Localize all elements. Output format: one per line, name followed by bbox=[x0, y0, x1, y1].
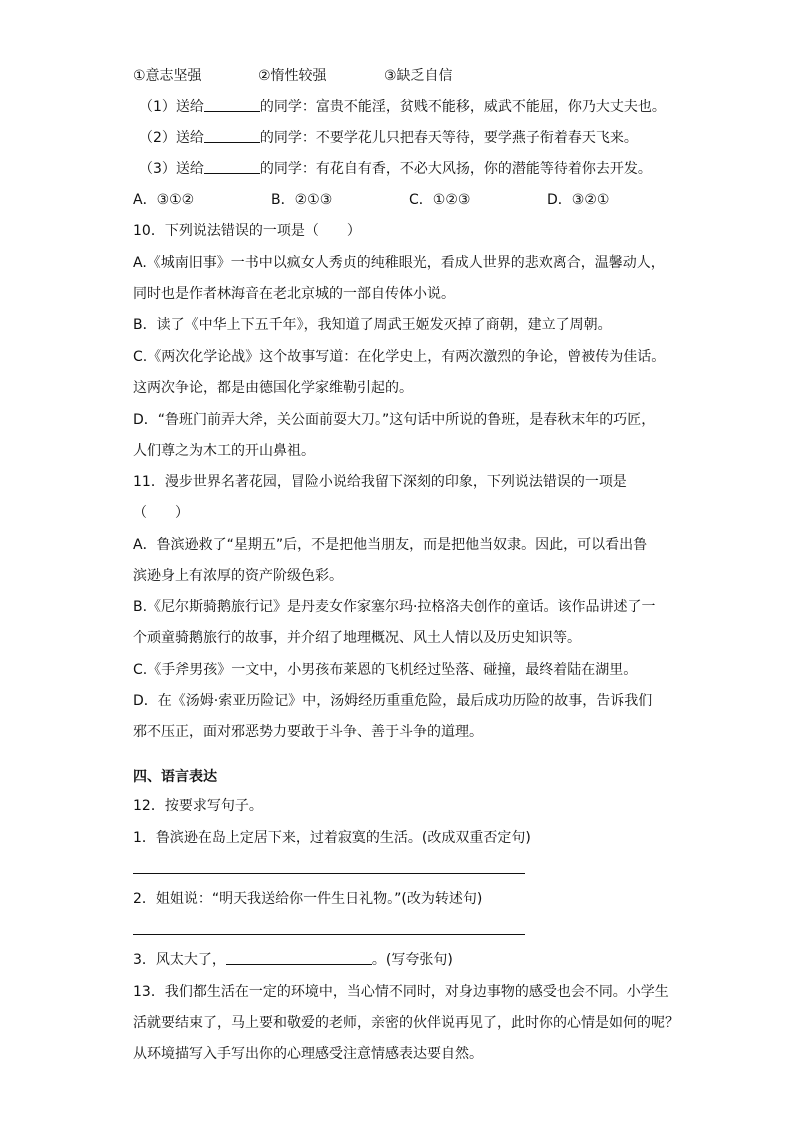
trait-2: ②惰性较强 bbox=[258, 68, 327, 84]
q12-sentence-2: 2．姐姐说：“明天我送给你一件生日礼物。”(改为转述句) bbox=[133, 891, 483, 907]
q10-option-b: B．读了《中华上下五千年》，我知道了周武王姬发灭掉了商朝，建立了周朝。 bbox=[133, 317, 612, 333]
q9-item-2 bbox=[139, 128, 638, 148]
q10-option-a-line1: A.《城南旧事》一书中以疯女人秀贞的纯稚眼光，看成人世界的悲欢离合，温馨动人， bbox=[133, 255, 665, 271]
q13-line2: 活就要结束了，马上要和敬爱的老师，亲密的伙伴说再见了，此时你的心情是如何的呢？ bbox=[133, 1015, 679, 1031]
choice-b[interactable]: B．②①③ bbox=[271, 192, 333, 208]
choice-c[interactable]: C．①②③ bbox=[409, 192, 471, 208]
trait-options bbox=[133, 66, 453, 86]
sentence-prefix: 3．风太大了， bbox=[133, 952, 226, 968]
q11-stem-line1: 11．漫步世界名著花园，冒险小说给我留下深刻的印象，下列说法错误的一项是 bbox=[133, 474, 627, 490]
q12-stem: 12．按要求写句子。 bbox=[133, 798, 263, 814]
item-text: 的同学：有花自有香，不必大风扬，你的潜能等待着你去开发。 bbox=[259, 161, 652, 177]
answer-blank[interactable] bbox=[204, 159, 260, 174]
q9-item-1 bbox=[139, 97, 666, 117]
item-prefix: （3）送给 bbox=[139, 161, 204, 177]
q11-option-d-line1: D．在《汤姆·索亚历险记》中，汤姆经历重重危险，最后成功历险的故事，告诉我们 bbox=[133, 693, 653, 709]
q11-stem-line2: （ ） bbox=[133, 505, 189, 521]
item-prefix: （2）送给 bbox=[139, 130, 204, 146]
q10-option-d-line1: D．“鲁班门前弄大斧，关公面前耍大刀。”这句话中所说的鲁班，是春秋末年的巧匠， bbox=[133, 412, 656, 428]
section-heading: 四、语言表达 bbox=[133, 769, 217, 785]
q13-line1: 13．我们都生活在一定的环境中，当心情不同时，对身边事物的感受也会不同。小学生 bbox=[133, 984, 669, 1000]
q10-option-d-line2: 人们尊之为木工的开山鼻祖。 bbox=[133, 443, 315, 459]
q11-option-d-line2: 邪不压正，面对邪恶势力要敢于斗争、善于斗争的道理。 bbox=[133, 724, 483, 740]
item-text: 的同学：不要学花儿只把春天等待，要学燕子衔着春天飞来。 bbox=[259, 130, 638, 146]
q11-option-b-line1: B.《尼尔斯骑鹅旅行记》是丹麦女作家塞尔玛·拉格洛夫创作的童话。该作品讲述了一 bbox=[133, 599, 656, 615]
answer-blank[interactable] bbox=[204, 97, 260, 112]
q12-sentence-1: 1．鲁滨逊在岛上定居下来，过着寂寞的生活。(改成双重否定句) bbox=[133, 830, 531, 846]
answer-line-2[interactable] bbox=[133, 934, 525, 935]
q11-option-a-line2: 滨逊身上有浓厚的资产阶级色彩。 bbox=[133, 568, 343, 584]
q10-option-c-line1: C.《两次化学论战》这个故事写道：在化学史上，有两次激烈的争论，曾被传为佳话。 bbox=[133, 349, 666, 365]
q10-stem: 10．下列说法错误的一项是（ ） bbox=[133, 223, 361, 239]
answer-blank[interactable] bbox=[204, 128, 260, 143]
sentence-suffix: 。(写夸张句) bbox=[371, 952, 453, 968]
answer-blank[interactable] bbox=[226, 950, 372, 965]
trait-3: ③缺乏自信 bbox=[384, 68, 453, 84]
answer-line-1[interactable] bbox=[133, 873, 525, 874]
choice-d[interactable]: D．③②① bbox=[547, 192, 610, 208]
item-prefix: （1）送给 bbox=[139, 99, 204, 115]
q11-option-a-line1: A．鲁滨逊救了“星期五”后，不是把他当朋友，而是把他当奴隶。因此，可以看出鲁 bbox=[133, 537, 648, 553]
q11-option-c: C.《手斧男孩》一文中，小男孩布莱恩的飞机经过坠落、碰撞，最终着陆在湖里。 bbox=[133, 662, 638, 678]
q12-sentence-3 bbox=[133, 950, 453, 970]
q9-item-3 bbox=[139, 159, 652, 179]
q9-choices bbox=[133, 190, 609, 210]
q13-line3: 从环境描写入手写出你的心理感受注意情感表达要自然。 bbox=[133, 1046, 483, 1062]
q10-option-c-line2: 这两次争论，都是由德国化学家维勒引起的。 bbox=[133, 380, 413, 396]
trait-1: ①意志坚强 bbox=[133, 68, 202, 84]
q10-option-a-line2: 同时也是作者林海音在老北京城的一部自传体小说。 bbox=[133, 286, 455, 302]
choice-a[interactable]: A．③①② bbox=[133, 192, 195, 208]
item-text: 的同学：富贵不能淫，贫贱不能移，威武不能屈，你乃大丈夫也。 bbox=[259, 99, 666, 115]
q11-option-b-line2: 个顽童骑鹅旅行的故事，并介绍了地理概况、风土人情以及历史知识等。 bbox=[133, 630, 581, 646]
